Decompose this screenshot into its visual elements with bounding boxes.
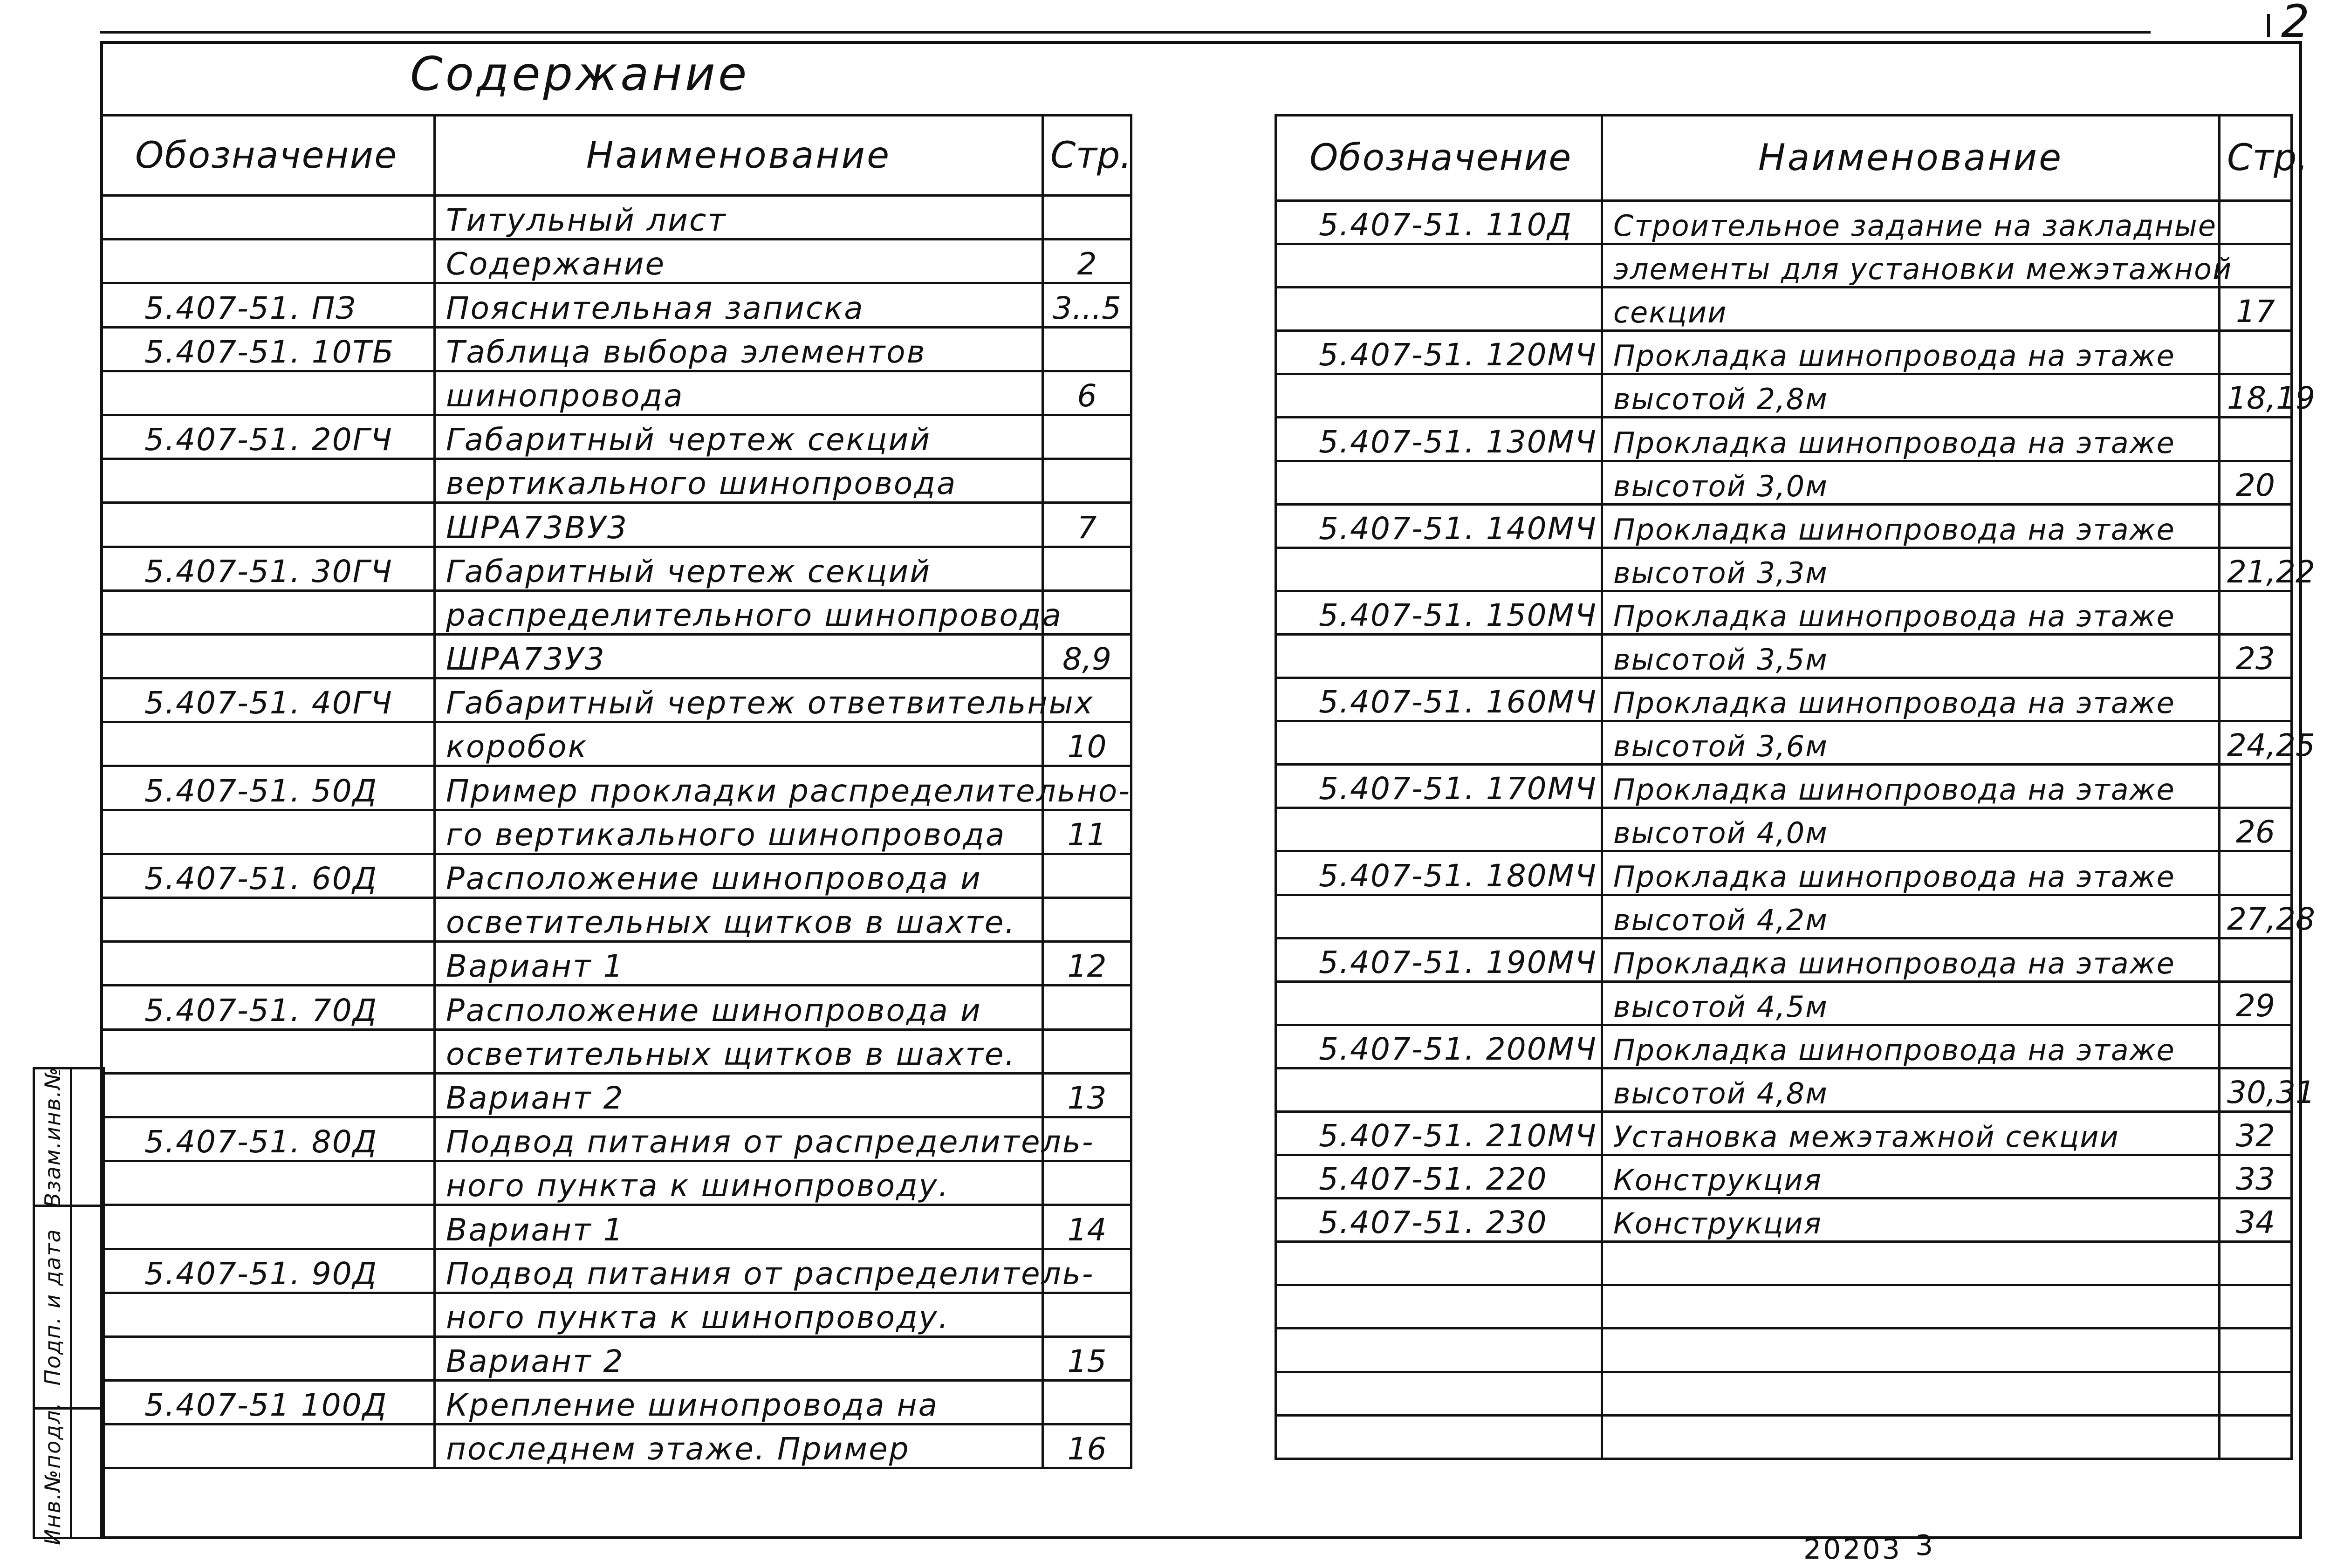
row-name <box>1602 1415 2220 1458</box>
side-stamp-label-cell <box>35 1401 72 1545</box>
row-page <box>2220 678 2292 721</box>
row-code: 5.407-51. 20ГЧ <box>102 415 435 459</box>
row-page: 34 <box>2220 1198 2292 1242</box>
row-code <box>102 722 435 766</box>
table-row <box>102 1381 1131 1424</box>
row-name: го вертикального шинопровода <box>435 810 1043 854</box>
row-page: 15 <box>1043 1336 1131 1380</box>
row-code: 5.407-51. 70Д <box>102 986 435 1029</box>
column-header-page: Стр. <box>1043 116 1131 196</box>
row-page <box>2220 201 2292 244</box>
row-page: 32 <box>2220 1111 2292 1155</box>
row-code <box>1276 895 1602 938</box>
table-row <box>1276 1155 2292 1198</box>
side-stamp-label-cell <box>35 1207 72 1407</box>
row-name: высотой 2,8м <box>1602 374 2220 418</box>
row-code <box>102 1293 435 1336</box>
row-code <box>102 503 435 547</box>
side-stamp-original <box>33 1401 105 1545</box>
row-name: высотой 4,8м <box>1602 1068 2220 1111</box>
top-border-line <box>100 31 2151 34</box>
row-code: 5.407-51. 170МЧ <box>1276 765 1602 808</box>
row-code: 5.407-51. 30ГЧ <box>102 547 435 590</box>
table-row <box>102 503 1131 547</box>
row-code: 5.407-51. 180МЧ <box>1276 851 1602 895</box>
side-stamp-label: Подп. и дата <box>40 1228 65 1386</box>
table-row <box>102 854 1131 897</box>
row-code: 5.407-51. 230 <box>1276 1198 1602 1242</box>
row-name: Габаритный чертеж секций <box>435 547 1043 590</box>
table-row <box>1276 981 2292 1025</box>
table-row <box>102 283 1131 327</box>
row-name: секции <box>1602 288 2220 331</box>
row-page <box>2220 331 2292 374</box>
side-stamp-replacement <box>33 1067 105 1207</box>
row-name <box>1602 1372 2220 1415</box>
table-row <box>102 240 1131 283</box>
table-row <box>102 1161 1131 1205</box>
table-row <box>102 1073 1131 1117</box>
row-code: 5.407-51. 40ГЧ <box>102 678 435 722</box>
row-page <box>1043 459 1131 503</box>
table-row <box>1276 201 2292 244</box>
table-row <box>1276 591 2292 634</box>
row-page <box>2220 1328 2292 1372</box>
table-row <box>102 590 1131 634</box>
table-row <box>1276 938 2292 981</box>
table-row <box>1276 374 2292 418</box>
row-code: 5.407-51. 130МЧ <box>1276 418 1602 461</box>
archive-code: 20203 <box>1803 1533 1902 1566</box>
row-code: 5.407-51 100Д <box>102 1381 435 1424</box>
sheet-number: 2 <box>2281 0 2310 48</box>
row-name: осветительных щитков в шахте. <box>435 898 1043 942</box>
row-code: 5.407-51. 190МЧ <box>1276 938 1602 981</box>
row-page: 17 <box>2220 288 2292 331</box>
table-row <box>102 371 1131 415</box>
table-row <box>1276 244 2292 288</box>
row-code: 5.407-51. 150МЧ <box>1276 591 1602 634</box>
sheet-number-tick <box>2267 14 2270 37</box>
row-name: Прокладка шинопровода на этаже <box>1602 851 2220 895</box>
row-code <box>1276 461 1602 504</box>
row-code: 5.407-51. 110Д <box>1276 201 1602 244</box>
row-name: шинопровода <box>435 371 1043 415</box>
row-name: Расположение шинопровода и <box>435 854 1043 897</box>
row-code <box>1276 374 1602 418</box>
row-page: 8,9 <box>1043 634 1131 678</box>
row-name: Прокладка шинопровода на этаже <box>1602 765 2220 808</box>
row-page: 2 <box>1043 240 1131 283</box>
row-page <box>2220 765 2292 808</box>
row-code <box>1276 721 1602 765</box>
row-name: Титульный лист <box>435 196 1043 240</box>
row-name: Конструкция <box>1602 1155 2220 1198</box>
table-row <box>1276 895 2292 938</box>
row-page <box>2220 591 2292 634</box>
row-name: Конструкция <box>1602 1198 2220 1242</box>
row-code <box>1276 1068 1602 1111</box>
table-row <box>102 1249 1131 1293</box>
row-page <box>2220 938 2292 981</box>
row-page <box>1043 196 1131 240</box>
row-code <box>102 1161 435 1205</box>
table-row <box>1276 1111 2292 1155</box>
table-row <box>102 1424 1131 1468</box>
row-name: осветительных щитков в шахте. <box>435 1029 1043 1073</box>
row-code <box>102 240 435 283</box>
row-name: Пример прокладки распределительно- <box>435 766 1043 810</box>
table-row <box>1276 721 2292 765</box>
table-row <box>102 634 1131 678</box>
row-page <box>1043 1029 1131 1073</box>
row-name: Подвод питания от распределитель- <box>435 1117 1043 1161</box>
row-code: 5.407-51. 220 <box>1276 1155 1602 1198</box>
table-row <box>102 678 1131 722</box>
row-code <box>1276 244 1602 288</box>
row-code <box>1276 288 1602 331</box>
row-page: 30,31 <box>2220 1068 2292 1111</box>
row-name: Вариант 1 <box>435 1205 1043 1249</box>
row-code: 5.407-51. 120МЧ <box>1276 331 1602 374</box>
row-page: 6 <box>1043 371 1131 415</box>
row-code <box>102 898 435 942</box>
row-page <box>1043 1381 1131 1424</box>
row-name: высотой 4,5м <box>1602 981 2220 1025</box>
row-page: 11 <box>1043 810 1131 854</box>
row-page <box>1043 854 1131 897</box>
row-name: Установка межэтажной секции <box>1602 1111 2220 1155</box>
row-page: 24,25 <box>2220 721 2292 765</box>
row-name: Габаритный чертеж секций <box>435 415 1043 459</box>
bottom-mark: 3 <box>1915 1529 1933 1562</box>
row-code <box>1276 1328 1602 1372</box>
table-row <box>102 810 1131 854</box>
contents-table-right <box>1275 114 2315 1460</box>
table-row <box>1276 504 2292 548</box>
row-name <box>1602 1242 2220 1285</box>
row-page <box>1043 1293 1131 1336</box>
table-row <box>1276 1415 2292 1458</box>
row-page <box>1043 986 1131 1029</box>
row-page: 13 <box>1043 1073 1131 1117</box>
table-row <box>102 547 1131 590</box>
row-code: 5.407-51. 80Д <box>102 1117 435 1161</box>
row-name: вертикального шинопровода <box>435 459 1043 503</box>
row-code: 5.407-51. 10ТБ <box>102 327 435 371</box>
table-row <box>102 766 1131 810</box>
row-name: Габаритный чертеж ответвительных <box>435 678 1043 722</box>
row-page <box>2220 1372 2292 1415</box>
row-name: Расположение шинопровода и <box>435 986 1043 1029</box>
row-page: 21,22 <box>2220 548 2292 591</box>
row-code <box>1276 1372 1602 1415</box>
table-row <box>1276 678 2292 721</box>
table-row <box>1276 1328 2292 1372</box>
table-row <box>102 986 1131 1029</box>
row-name: Прокладка шинопровода на этаже <box>1602 678 2220 721</box>
row-name: ШРА73У3 <box>435 634 1043 678</box>
contents-table-left <box>100 114 1132 1469</box>
row-name <box>1602 1285 2220 1328</box>
row-name: ШРА73ВУ3 <box>435 503 1043 547</box>
table-row <box>1276 461 2292 504</box>
row-name: элементы для установки межэтажной <box>1602 244 2220 288</box>
table-row <box>1276 1285 2292 1328</box>
table-header-row <box>1276 116 2292 201</box>
table-row <box>102 1293 1131 1336</box>
column-header-page: Стр. <box>2220 116 2292 201</box>
row-code <box>102 196 435 240</box>
row-page: 20 <box>2220 461 2292 504</box>
table-header-row <box>102 116 1131 196</box>
row-page <box>2220 1285 2292 1328</box>
row-name: распределительного шинопровода <box>435 590 1043 634</box>
row-name: высотой 3,5м <box>1602 634 2220 678</box>
row-name: Таблица выбора элементов <box>435 327 1043 371</box>
table-row <box>1276 1198 2292 1242</box>
row-name: Прокладка шинопровода на этаже <box>1602 1025 2220 1068</box>
row-page <box>2220 1242 2292 1285</box>
row-code <box>1276 634 1602 678</box>
table-row <box>1276 1068 2292 1111</box>
row-name: Строительное задание на закладные <box>1602 201 2220 244</box>
row-page <box>2220 1415 2292 1458</box>
row-code: 5.407-51. 140МЧ <box>1276 504 1602 548</box>
row-name: Крепление шинопровода на <box>435 1381 1043 1424</box>
row-name: Пояснительная записка <box>435 283 1043 327</box>
row-code <box>1276 1242 1602 1285</box>
row-name <box>1602 1328 2220 1372</box>
table-row <box>102 415 1131 459</box>
row-code <box>1276 1285 1602 1328</box>
row-name: Прокладка шинопровода на этаже <box>1602 938 2220 981</box>
table-row <box>1276 1025 2292 1068</box>
row-page: 26 <box>2220 808 2292 851</box>
row-page: 14 <box>1043 1205 1131 1249</box>
row-code <box>102 459 435 503</box>
table-row <box>102 1205 1131 1249</box>
row-page: 29 <box>2220 981 2292 1025</box>
table-row <box>1276 331 2292 374</box>
row-page: 3...5 <box>1043 283 1131 327</box>
row-code <box>102 371 435 415</box>
table-row <box>1276 1242 2292 1285</box>
row-name: высотой 4,2м <box>1602 895 2220 938</box>
table-row <box>102 942 1131 986</box>
row-name: Прокладка шинопровода на этаже <box>1602 418 2220 461</box>
row-code: 5.407-51. ПЗ <box>102 283 435 327</box>
table-row <box>102 1117 1131 1161</box>
table-row <box>1276 851 2292 895</box>
row-code: 5.407-51. 160МЧ <box>1276 678 1602 721</box>
row-page: 27,28 <box>2220 895 2292 938</box>
table-row <box>102 722 1131 766</box>
row-name: высотой 3,0м <box>1602 461 2220 504</box>
row-name: ного пункта к шинопроводу. <box>435 1161 1043 1205</box>
row-code <box>102 1205 435 1249</box>
row-page: 16 <box>1043 1424 1131 1468</box>
row-page <box>1043 415 1131 459</box>
row-name: Подвод питания от распределитель- <box>435 1249 1043 1293</box>
row-page <box>2220 504 2292 548</box>
row-page <box>1043 327 1131 371</box>
row-name: Вариант 1 <box>435 942 1043 986</box>
side-stamp-label: Взам.инв.№ <box>40 1066 65 1208</box>
row-code <box>1276 808 1602 851</box>
column-header-code: Обозначение <box>1276 116 1602 201</box>
table-row <box>1276 288 2292 331</box>
row-name: высотой 3,3м <box>1602 548 2220 591</box>
column-header-name: Наименование <box>1602 116 2220 201</box>
row-name: коробок <box>435 722 1043 766</box>
row-code <box>102 1073 435 1117</box>
row-code <box>1276 548 1602 591</box>
column-header-name: Наименование <box>435 116 1043 196</box>
row-page: 10 <box>1043 722 1131 766</box>
row-page: 23 <box>2220 634 2292 678</box>
row-name: Содержание <box>435 240 1043 283</box>
side-stamp-label: Инв.№подл. <box>40 1401 65 1545</box>
row-code: 5.407-51. 50Д <box>102 766 435 810</box>
row-page <box>2220 418 2292 461</box>
table-row <box>102 327 1131 371</box>
row-code: 5.407-51. 90Д <box>102 1249 435 1293</box>
row-name: высотой 4,0м <box>1602 808 2220 851</box>
row-code: 5.407-51. 210МЧ <box>1276 1111 1602 1155</box>
row-code: 5.407-51. 200МЧ <box>1276 1025 1602 1068</box>
row-page <box>2220 1025 2292 1068</box>
side-stamp-signature <box>33 1205 105 1410</box>
row-page: 12 <box>1043 942 1131 986</box>
row-page <box>2220 851 2292 895</box>
row-code <box>102 1029 435 1073</box>
row-name: Вариант 2 <box>435 1073 1043 1117</box>
table-row <box>102 1029 1131 1073</box>
row-code <box>1276 1415 1602 1458</box>
row-code <box>102 1424 435 1468</box>
column-header-code: Обозначение <box>102 116 435 196</box>
row-page: 18,19 <box>2220 374 2292 418</box>
table-row <box>1276 765 2292 808</box>
table-row <box>102 459 1131 503</box>
row-name: Прокладка шинопровода на этаже <box>1602 591 2220 634</box>
row-code <box>102 942 435 986</box>
table-row <box>1276 634 2292 678</box>
row-name: последнем этаже. Пример <box>435 1424 1043 1468</box>
row-code: 5.407-51. 60Д <box>102 854 435 897</box>
table-row <box>1276 418 2292 461</box>
row-code <box>102 634 435 678</box>
row-name: высотой 3,6м <box>1602 721 2220 765</box>
row-name: ного пункта к шинопроводу. <box>435 1293 1043 1336</box>
row-page: 33 <box>2220 1155 2292 1198</box>
table-row <box>1276 808 2292 851</box>
table-row <box>1276 1372 2292 1415</box>
table-row <box>102 196 1131 240</box>
row-code <box>102 1336 435 1380</box>
row-page <box>1043 547 1131 590</box>
table-row <box>102 898 1131 942</box>
row-code <box>1276 981 1602 1025</box>
row-name: Вариант 2 <box>435 1336 1043 1380</box>
row-page <box>1043 1161 1131 1205</box>
contents-rows-right <box>1276 201 2315 1459</box>
row-page <box>1043 898 1131 942</box>
side-stamp-label-cell <box>35 1066 72 1208</box>
row-name: Прокладка шинопровода на этаже <box>1602 331 2220 374</box>
row-name: Прокладка шинопровода на этаже <box>1602 504 2220 548</box>
contents-rows-left <box>102 196 1131 1468</box>
table-row <box>1276 548 2292 591</box>
table-row <box>102 1336 1131 1380</box>
row-code <box>102 590 435 634</box>
row-page: 7 <box>1043 503 1131 547</box>
row-code <box>102 810 435 854</box>
page-title: Содержание <box>410 47 750 101</box>
